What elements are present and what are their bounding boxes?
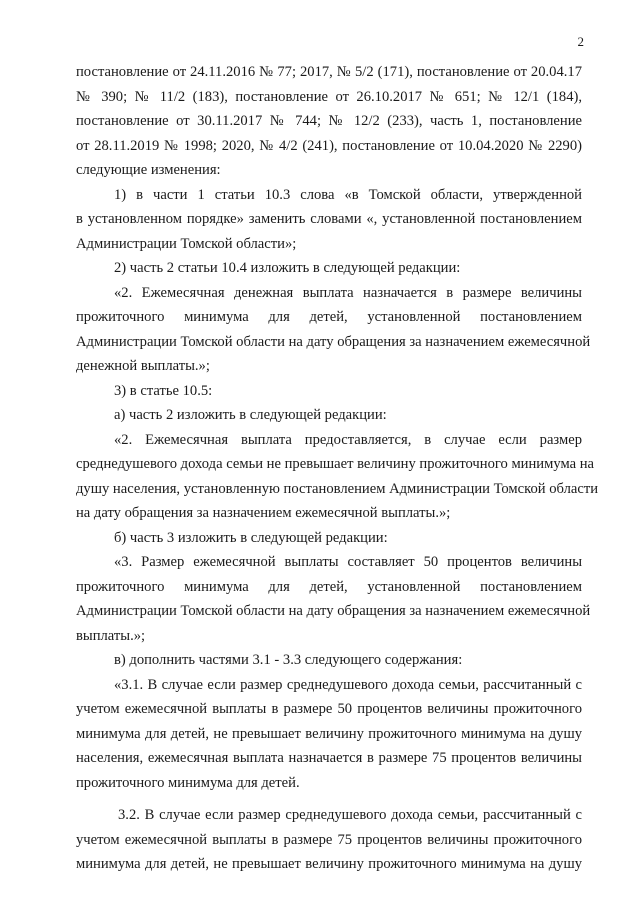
paragraph-gap bbox=[76, 795, 582, 803]
text-line: прожиточного минимума для детей. bbox=[76, 774, 300, 791]
text-line: № 390; № 11/2 (183), постановление от 26.10.2017 № 651; № 12/1 (184), bbox=[76, 88, 582, 105]
text-line: «3. Размер ежемесячной выплаты составляет 50 процентов величины bbox=[114, 554, 582, 570]
text-line: Администрации Томской области на дату обращения за назначением ежемесячной bbox=[76, 333, 591, 350]
text-line: душу населения, установленную постановлением Администрации Томской области bbox=[76, 480, 599, 497]
text-line: «2. Ежемесячная выплата предоставляется, в случае если размер bbox=[114, 431, 582, 448]
text-line: б) часть 3 изложить в следующей редакции: bbox=[114, 529, 388, 546]
text-line: минимума для детей, не превышает величину прожиточного минимума на душу bbox=[76, 725, 582, 742]
text-line: денежной выплаты.»; bbox=[76, 358, 210, 374]
text-line: 3.2. В случае если размер среднедушевого дохода семьи, рассчитанный с bbox=[118, 807, 582, 823]
text-line: выплаты.»; bbox=[76, 627, 146, 644]
text-line: прожиточного минимума для детей, установленной постановлением bbox=[76, 309, 582, 325]
text-line: а) часть 2 изложить в следующей редакции: bbox=[114, 407, 387, 423]
document-body bbox=[76, 60, 599, 877]
text-line: постановление от 24.11.2016 № 77; 2017, № 5/2 (171), постановление от 20.04.17 bbox=[76, 64, 582, 80]
text-line: от 28.11.2019 № 1998; 2020, № 4/2 (241), постановление от 10.04.2020 № 2290) bbox=[76, 137, 582, 154]
text-line: следующие изменения: bbox=[76, 162, 221, 178]
text-line: минимума для детей, не превышает величину прожиточного минимума на душу bbox=[76, 856, 582, 872]
text-line: Администрации Томской области на дату обращения за назначением ежемесячной bbox=[76, 603, 591, 619]
text-line: 1) в части 1 статьи 10.3 слова «в Томской области, утвержденной bbox=[114, 186, 582, 203]
text-line: в установленном порядке» заменить словами «, установленной постановлением bbox=[76, 211, 582, 227]
text-line: среднедушевого дохода семьи не превышает величину прожиточного минимума на bbox=[76, 456, 594, 472]
text-line: на дату обращения за назначением ежемесячной выплаты.»; bbox=[76, 505, 451, 521]
page-number: 2 bbox=[577, 34, 584, 49]
text-line: Администрации Томской области»; bbox=[76, 235, 297, 252]
text-line: постановление от 30.11.2017 № 744; № 12/2 (233), часть 1, постановление bbox=[76, 113, 582, 129]
text-line: в) дополнить частями 3.1 - 3.3 следующего содержания: bbox=[114, 652, 463, 668]
text-line: учетом ежемесячной выплаты в размере 50 процентов величины прожиточного bbox=[76, 701, 582, 717]
text-line: «2. Ежемесячная денежная выплата назначается в размере величины bbox=[114, 284, 582, 301]
text-line: 3) в статье 10.5: bbox=[114, 382, 213, 399]
text-line: учетом ежемесячной выплаты в размере 75 процентов величины прожиточного bbox=[76, 831, 582, 848]
text-line: прожиточного минимума для детей, установленной постановлением bbox=[76, 578, 582, 595]
text-line: «3.1. В случае если размер среднедушевого дохода семьи, рассчитанный с bbox=[114, 676, 582, 693]
text-line: 2) часть 2 статьи 10.4 изложить в следующей редакции: bbox=[114, 260, 461, 276]
text-line: населения, ежемесячная выплата назначается в размере 75 процентов величины bbox=[76, 750, 582, 766]
